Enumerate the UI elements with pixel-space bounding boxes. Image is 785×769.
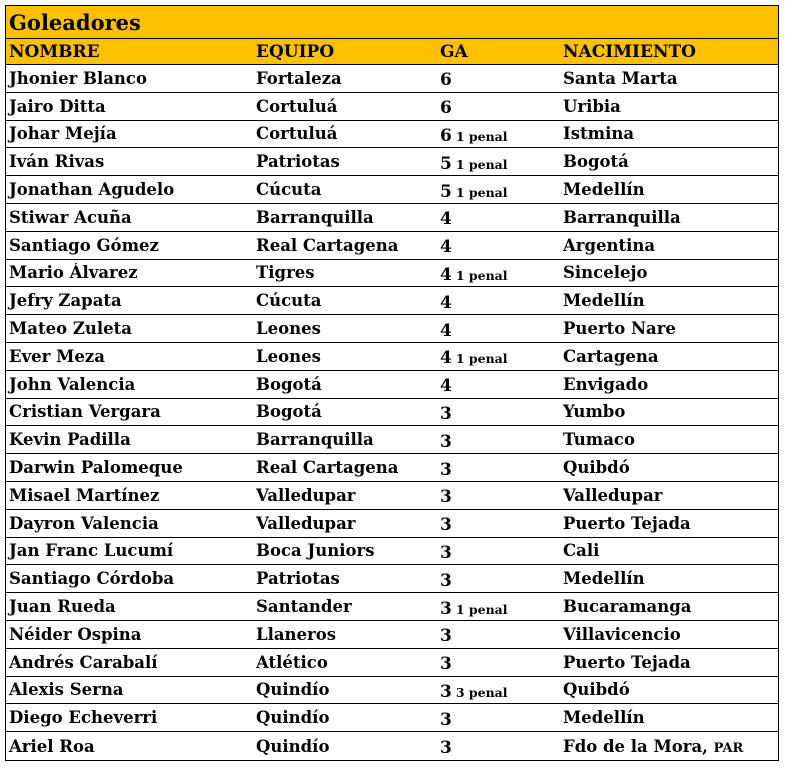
ga-value: 3 — [440, 681, 452, 700]
cell-nacimiento — [563, 680, 778, 699]
ga-value: 5 — [440, 181, 452, 200]
cell-ga — [440, 124, 563, 144]
penal-note: 1 penal — [455, 156, 508, 172]
cell-equipo: Llaneros — [256, 624, 337, 644]
ga-value: 3 — [440, 403, 452, 422]
cell-nombre: Diego Echeverri — [9, 708, 158, 728]
cell-nacimiento — [563, 124, 778, 143]
ga-value: 4 — [440, 264, 452, 283]
cell-equipo: Boca Juniors — [256, 541, 375, 561]
ga-value: 3 — [440, 654, 452, 673]
cell-nombre: Misael Martínez — [9, 485, 160, 505]
cell-equipo: Bogotá — [256, 374, 322, 394]
cell-nacimiento — [563, 708, 778, 727]
cell-nacimiento — [563, 458, 778, 477]
cell-equipo: Leones — [256, 346, 321, 366]
table-row — [6, 732, 778, 760]
ga-value: 4 — [440, 237, 452, 256]
cell-ga — [440, 736, 563, 756]
table-row — [6, 482, 778, 510]
nacimiento-value: Puerto Tejada — [563, 513, 691, 533]
cell-nacimiento — [563, 208, 778, 227]
penal-note: 3 penal — [455, 684, 508, 700]
cell-nacimiento — [563, 737, 778, 756]
table-row — [6, 315, 778, 343]
ga-value: 3 — [440, 459, 452, 478]
ga-value: 3 — [440, 709, 452, 728]
cell-nacimiento — [563, 375, 778, 394]
nacimiento-value: Argentina — [563, 235, 656, 255]
cell-ga — [440, 235, 563, 255]
cell-equipo: Cortuluá — [256, 124, 338, 144]
nacimiento-value: Puerto Nare — [563, 319, 676, 339]
ga-value: 4 — [440, 320, 452, 339]
penal-note: 1 penal — [455, 128, 508, 144]
nacimiento-value: Tumaco — [563, 430, 635, 450]
cell-nombre: Stiwar Acuña — [9, 207, 132, 227]
cell-equipo: Patriotas — [256, 569, 340, 589]
cell-ga — [440, 346, 563, 366]
cell-nacimiento — [563, 625, 778, 644]
cell-ga — [440, 485, 563, 505]
cell-ga — [440, 96, 563, 116]
cell-nombre: Dayron Valencia — [9, 513, 159, 533]
cell-equipo: Bogotá — [256, 402, 322, 422]
ga-value: 6 — [440, 98, 452, 117]
nacimiento-value: Bucaramanga — [563, 597, 692, 617]
table-row — [6, 287, 778, 315]
table-row — [6, 621, 778, 649]
nacimiento-value: Uribia — [563, 96, 621, 116]
ga-value: 6 — [440, 125, 452, 144]
header-row — [6, 39, 778, 65]
cell-ga — [440, 207, 563, 227]
table-row — [6, 538, 778, 566]
penal-note: 1 penal — [455, 351, 508, 367]
cell-ga — [440, 263, 563, 283]
cell-nombre: Alexis Serna — [9, 680, 124, 700]
cell-nacimiento — [563, 347, 778, 366]
cell-nombre: Ariel Roa — [9, 736, 95, 756]
cell-nombre: Jonathan Agudelo — [9, 180, 175, 200]
ga-value: 4 — [440, 209, 452, 228]
cell-nacimiento — [563, 402, 778, 421]
ga-value: 5 — [440, 153, 452, 172]
cell-equipo: Quindío — [256, 708, 330, 728]
nacimiento-value: Barranquilla — [563, 207, 681, 227]
cell-ga — [440, 708, 563, 728]
cell-nombre: Mario Álvarez — [9, 263, 138, 283]
nacimiento-value: Medellín — [563, 291, 645, 311]
table-row — [6, 204, 778, 232]
cell-ga — [440, 374, 563, 394]
ga-value: 3 — [440, 487, 452, 506]
cell-ga — [440, 180, 563, 200]
table-row — [6, 704, 778, 732]
cell-nacimiento — [563, 263, 778, 282]
header-equipo: EQUIPO — [256, 41, 335, 62]
cell-nacimiento — [563, 569, 778, 588]
cell-nacimiento — [563, 514, 778, 533]
cell-equipo: Santander — [256, 597, 352, 617]
nacimiento-value: Sincelejo — [563, 263, 648, 283]
ga-value: 4 — [440, 348, 452, 367]
table-row — [6, 649, 778, 677]
nacimiento-value: Bogotá — [563, 152, 629, 172]
table-row — [6, 121, 778, 149]
cell-nombre: Darwin Palomeque — [9, 458, 183, 478]
cell-nacimiento — [563, 319, 778, 338]
cell-nombre: Santiago Gómez — [9, 235, 159, 255]
nacimiento-value: Quibdó — [563, 680, 630, 700]
cell-nombre: Jan Franc Lucumí — [9, 541, 174, 561]
cell-nacimiento — [563, 597, 778, 616]
table-row — [6, 65, 778, 93]
cell-nombre: Iván Rivas — [9, 152, 105, 172]
cell-ga — [440, 652, 563, 672]
cell-nombre: Néider Ospina — [9, 624, 142, 644]
header-nacimiento: NACIMIENTO — [563, 41, 696, 62]
cell-nombre: Kevin Padilla — [9, 430, 131, 450]
cell-ga — [440, 152, 563, 172]
cell-nombre: Jairo Ditta — [9, 96, 106, 116]
cell-ga — [440, 597, 563, 617]
title-row — [6, 6, 778, 39]
table-row — [6, 593, 778, 621]
header-nombre: NOMBRE — [9, 41, 100, 62]
cell-nombre: Johar Mejía — [9, 124, 117, 144]
ga-value: 3 — [440, 542, 452, 561]
header-ga: GA — [440, 41, 468, 62]
nacimiento-value: Santa Marta — [563, 68, 678, 88]
cell-equipo: Cúcuta — [256, 180, 322, 200]
cell-ga — [440, 624, 563, 644]
nacimiento-value: Quibdó — [563, 458, 630, 478]
nacimiento-value: Valledupar — [563, 485, 663, 505]
nacimiento-value: Cali — [563, 541, 600, 561]
cell-equipo: Atlético — [256, 652, 328, 672]
cell-equipo: Real Cartagena — [256, 235, 399, 255]
cell-ga — [440, 541, 563, 561]
table-row — [6, 399, 778, 427]
cell-nombre: Mateo Zuleta — [9, 319, 132, 339]
table-row — [6, 343, 778, 371]
cell-nacimiento — [563, 152, 778, 171]
table-row — [6, 677, 778, 705]
table-row — [6, 426, 778, 454]
table-row — [6, 232, 778, 260]
nacimiento-value: Medellín — [563, 708, 645, 728]
table-title: Goleadores — [9, 9, 141, 35]
cell-nombre: Ever Meza — [9, 346, 105, 366]
cell-equipo: Valledupar — [256, 485, 356, 505]
cell-equipo: Cortuluá — [256, 96, 338, 116]
table-row — [6, 260, 778, 288]
ga-value: 3 — [440, 570, 452, 589]
table-row — [6, 371, 778, 399]
cell-equipo: Tigres — [256, 263, 315, 283]
cell-equipo: Real Cartagena — [256, 458, 399, 478]
table-row — [6, 454, 778, 482]
ga-value: 3 — [440, 431, 452, 450]
table-row — [6, 148, 778, 176]
cell-nacimiento — [563, 541, 778, 560]
ga-value: 3 — [440, 515, 452, 534]
cell-nombre: Cristian Vergara — [9, 402, 161, 422]
nacimiento-value: Istmina — [563, 124, 635, 144]
cell-equipo: Leones — [256, 319, 321, 339]
nacimiento-value: Villavicencio — [563, 624, 681, 644]
table-row — [6, 510, 778, 538]
cell-nacimiento — [563, 430, 778, 449]
cell-equipo: Valledupar — [256, 513, 356, 533]
ga-value: 4 — [440, 376, 452, 395]
penal-note: 1 penal — [455, 184, 508, 200]
country-suffix: PAR — [713, 740, 744, 756]
cell-ga — [440, 680, 563, 700]
cell-equipo: Fortaleza — [256, 68, 342, 88]
nacimiento-value: Fdo de la Mora, — [563, 736, 708, 756]
cell-nacimiento — [563, 486, 778, 505]
nacimiento-value: Envigado — [563, 374, 649, 394]
ga-value: 6 — [440, 70, 452, 89]
cell-equipo: Quindío — [256, 736, 330, 756]
nacimiento-value: Medellín — [563, 569, 645, 589]
table-body — [6, 65, 778, 760]
cell-ga — [440, 402, 563, 422]
cell-nacimiento — [563, 236, 778, 255]
cell-equipo: Barranquilla — [256, 430, 374, 450]
cell-equipo: Cúcuta — [256, 291, 322, 311]
ga-value: 4 — [440, 292, 452, 311]
nacimiento-value: Cartagena — [563, 346, 659, 366]
cell-nombre: Jefry Zapata — [9, 291, 122, 311]
cell-ga — [440, 569, 563, 589]
cell-ga — [440, 319, 563, 339]
penal-note: 1 penal — [455, 601, 508, 617]
cell-ga — [440, 291, 563, 311]
nacimiento-value: Yumbo — [563, 402, 626, 422]
cell-nombre: Jhonier Blanco — [9, 68, 147, 88]
cell-nacimiento — [563, 69, 778, 88]
ga-value: 3 — [440, 626, 452, 645]
cell-ga — [440, 430, 563, 450]
table-row — [6, 565, 778, 593]
table-row — [6, 93, 778, 121]
table-row — [6, 176, 778, 204]
cell-ga — [440, 68, 563, 88]
cell-nacimiento — [563, 653, 778, 672]
ga-value: 3 — [440, 738, 452, 757]
penal-note: 1 penal — [455, 267, 508, 283]
cell-equipo: Quindío — [256, 680, 330, 700]
cell-nombre: Santiago Córdoba — [9, 569, 175, 589]
cell-nacimiento — [563, 97, 778, 116]
cell-equipo: Barranquilla — [256, 207, 374, 227]
ga-value: 3 — [440, 598, 452, 617]
scorers-table — [5, 5, 779, 761]
cell-nombre: Juan Rueda — [9, 597, 116, 617]
nacimiento-value: Puerto Tejada — [563, 652, 691, 672]
cell-nombre: Andrés Carabalí — [9, 652, 158, 672]
cell-ga — [440, 513, 563, 533]
cell-nacimiento — [563, 180, 778, 199]
cell-nombre: John Valencia — [9, 374, 136, 394]
cell-nacimiento — [563, 291, 778, 310]
nacimiento-value: Medellín — [563, 180, 645, 200]
cell-ga — [440, 458, 563, 478]
cell-equipo: Patriotas — [256, 152, 340, 172]
